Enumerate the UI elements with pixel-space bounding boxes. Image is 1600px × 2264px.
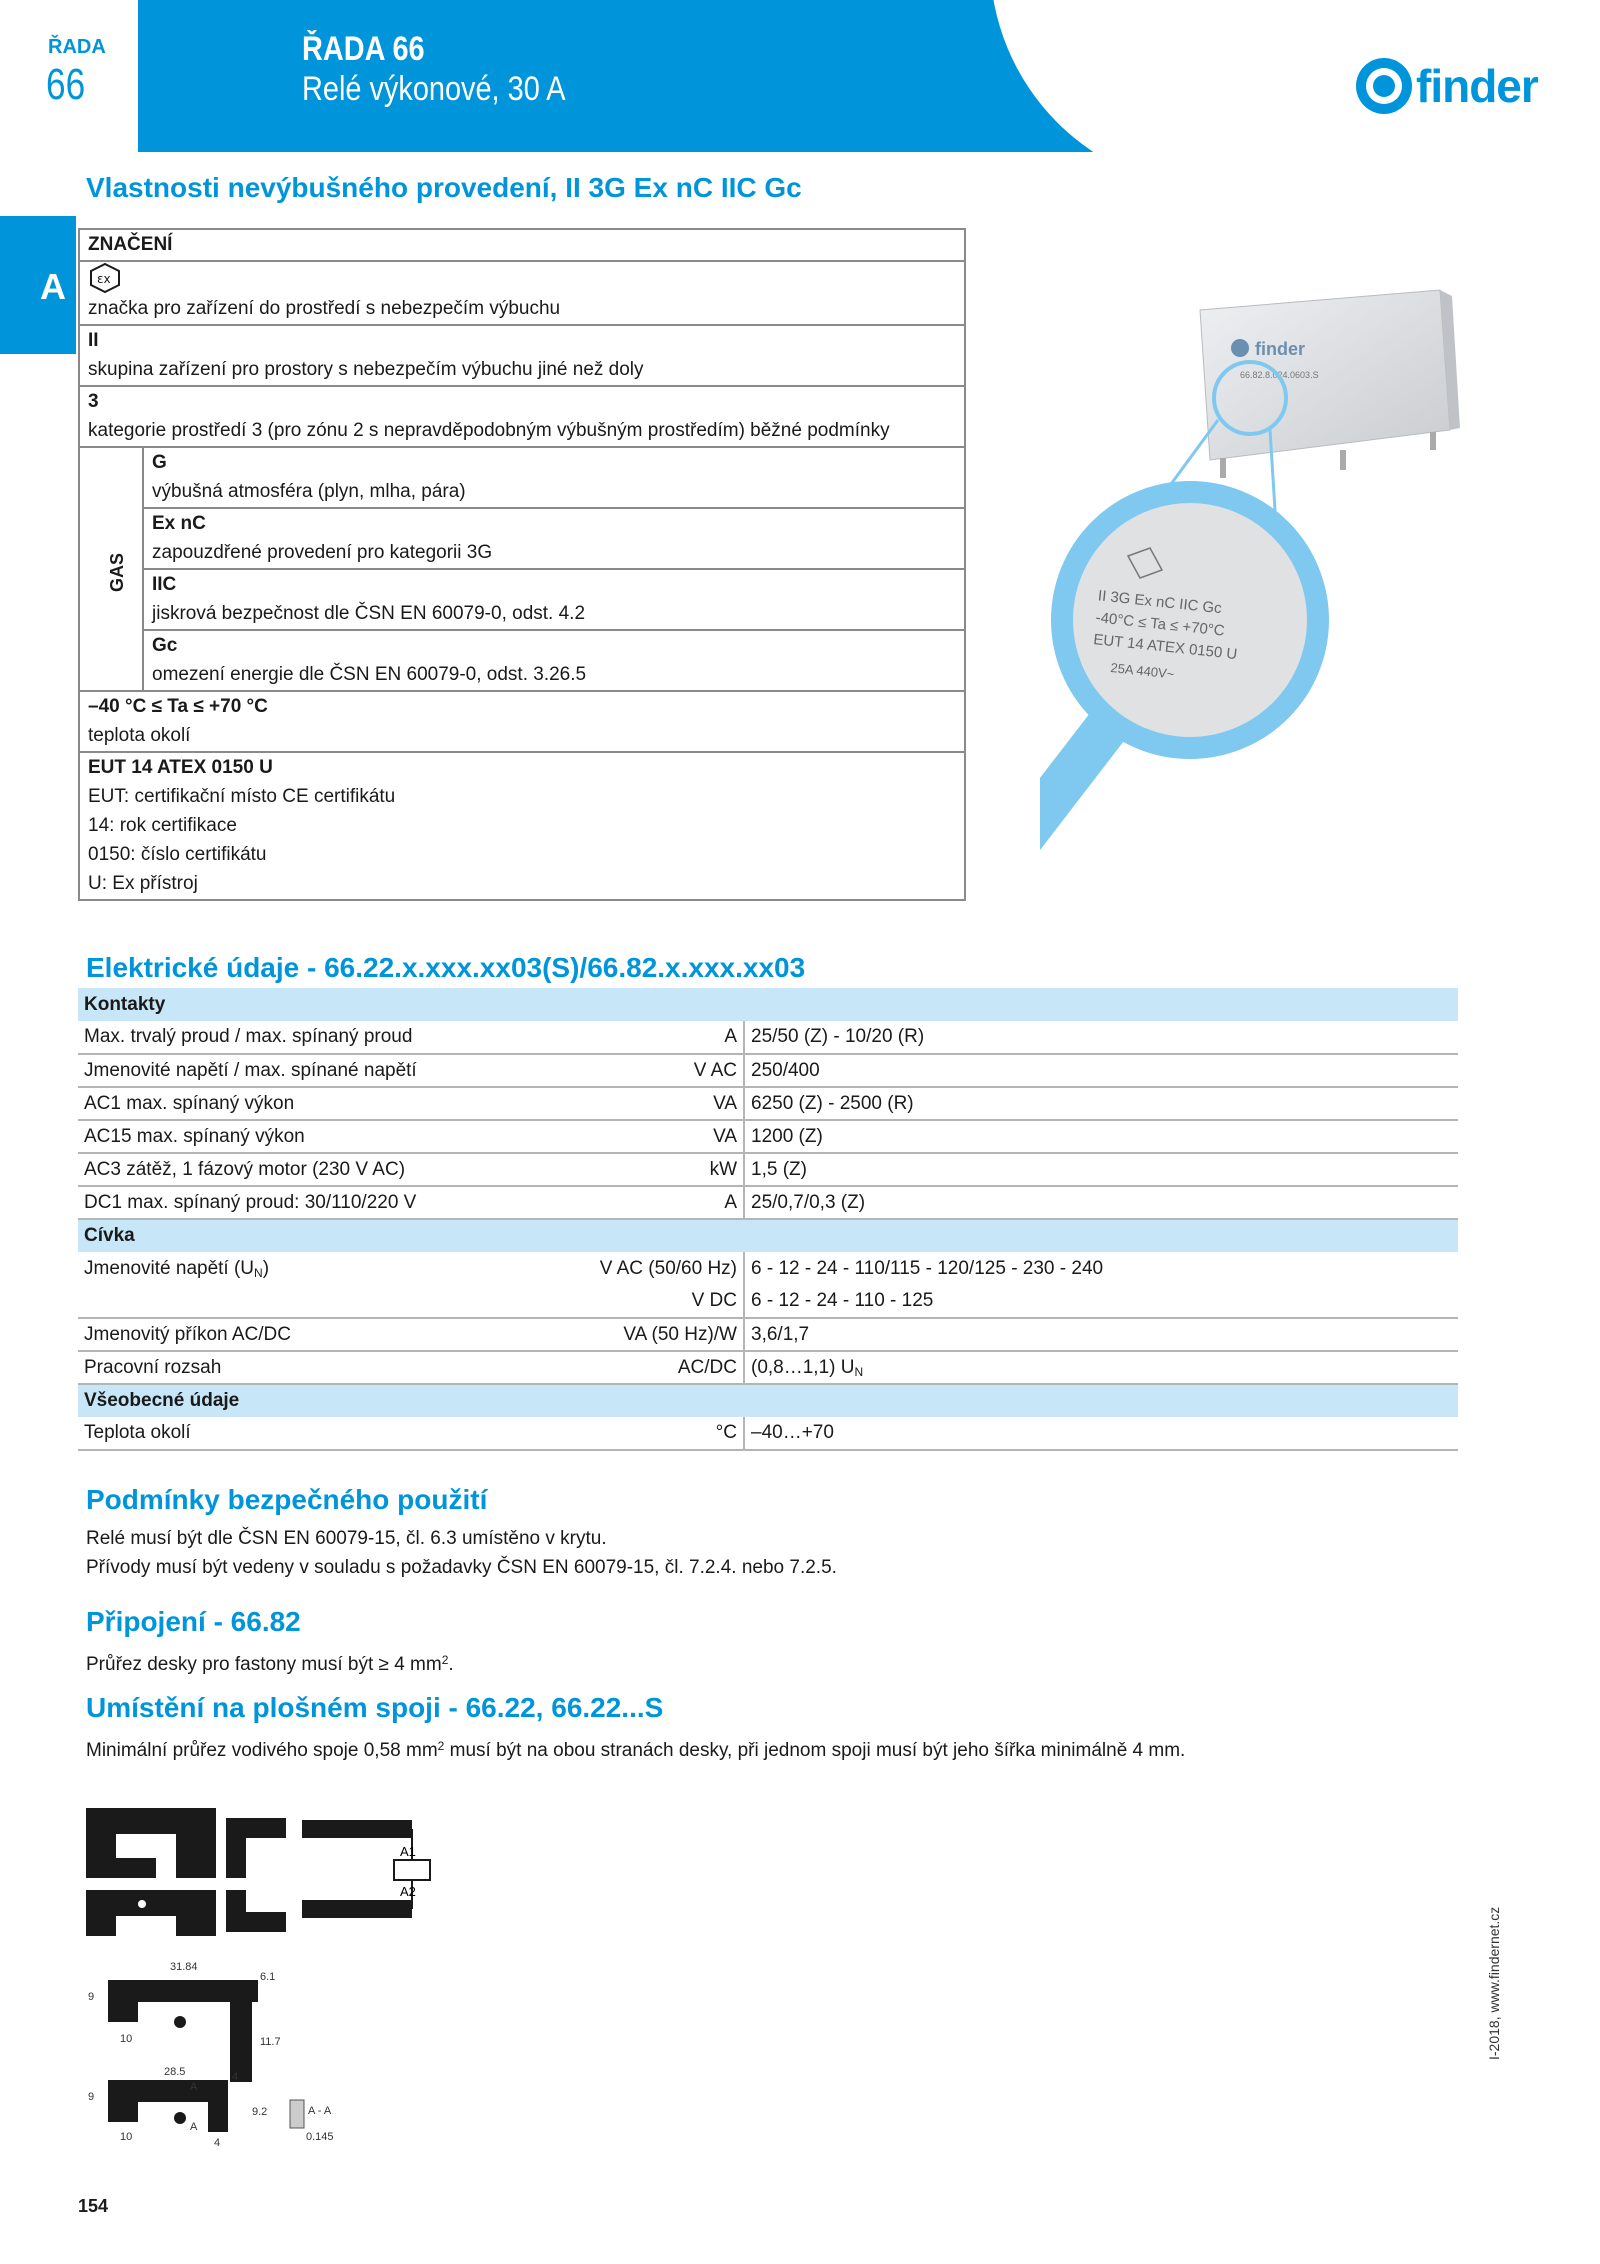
group-code: II	[88, 330, 99, 351]
table-section-row	[78, 988, 1458, 1021]
param-unit: VA	[538, 1087, 744, 1120]
gas-row	[144, 448, 964, 507]
connection-end: .	[448, 1654, 454, 1675]
param-unit: °C	[538, 1417, 744, 1450]
param-name-sub: N	[254, 1265, 263, 1280]
side-note: I-2018, www.findernet.cz	[1486, 1906, 1502, 2060]
section-label: Kontakty	[78, 988, 538, 1021]
finder-logo	[1356, 58, 1538, 114]
pcb-line	[86, 1732, 1185, 1765]
gas-block	[80, 446, 964, 690]
marking-heading: Vlastnosti nevýbušného provedení, II 3G Ex nC IIC Gc	[86, 172, 802, 203]
gas-row	[144, 507, 964, 568]
dim-label: 9.2	[252, 2106, 268, 2118]
param-name: Jmenovité napětí / max. spínané napětí	[78, 1054, 538, 1087]
param-name: Max. trvalý proud / max. spínaný proud	[78, 1021, 538, 1054]
section-label: Všeobecné údaje	[78, 1384, 538, 1417]
param-value: 25/50 (Z) - 10/20 (R)	[744, 1021, 1458, 1054]
relay-brand: finder	[1255, 339, 1306, 359]
param-value: 6 - 12 - 24 - 110 - 125	[744, 1285, 1458, 1318]
param-name	[78, 1252, 538, 1285]
gas-code: IIC	[152, 574, 177, 595]
dim-label: A	[190, 2081, 198, 2093]
coil-wiring-diagram	[300, 1800, 470, 1940]
group-desc: skupina zařízení pro prostory s nebezpečím výbuchu jiné než doly	[88, 359, 644, 380]
param-name: AC15 max. spínaný výkon	[78, 1120, 538, 1153]
certificate-code: EUT 14 ATEX 0150 U	[88, 757, 273, 778]
certificate-row	[80, 751, 964, 899]
pcb-sup: 2	[437, 1739, 445, 1753]
ex-hexagon-icon	[88, 262, 122, 294]
gas-desc: výbušná atmosféra (plyn, mlha, pára)	[152, 481, 466, 502]
category-row	[80, 385, 964, 446]
param-value: 1200 (Z)	[744, 1120, 1458, 1153]
electrical-table	[78, 988, 1458, 1451]
param-unit: A	[538, 1021, 744, 1054]
dim-label: 9	[88, 1991, 95, 2003]
dim-label: 4	[232, 2071, 239, 2083]
gas-side	[80, 448, 144, 690]
table-row	[78, 1252, 1458, 1285]
gas-row	[144, 568, 964, 629]
table-row	[78, 1318, 1458, 1351]
magnifier-icon	[1040, 492, 1318, 840]
table-row	[78, 1153, 1458, 1186]
param-value: 25/0,7/0,3 (Z)	[744, 1186, 1458, 1219]
dim-label: 10	[120, 2131, 133, 2143]
param-unit: VA	[538, 1120, 744, 1153]
gas-label: GAS	[107, 552, 128, 593]
relay-body	[1200, 290, 1460, 478]
temperature-desc: teplota okolí	[88, 725, 191, 746]
dim-label: 9	[88, 2091, 95, 2103]
param-value: –40…+70	[744, 1417, 1458, 1450]
table-row	[78, 1087, 1458, 1120]
param-name: Teplota okolí	[78, 1417, 538, 1450]
param-value: 6250 (Z) - 2500 (R)	[744, 1087, 1458, 1120]
dim-label: A - A	[308, 2105, 332, 2117]
zoom-line-text: II 3G Ex nC IIC Gc	[1097, 587, 1223, 618]
section-letter: A	[40, 266, 66, 307]
pcb-heading: Umístění na plošném spoji - 66.22, 66.22...S	[86, 1692, 664, 1723]
table-row	[78, 1120, 1458, 1153]
table-row	[78, 1054, 1458, 1087]
param-name-text: Jmenovité napětí (U	[84, 1257, 255, 1279]
marking-table	[78, 228, 966, 901]
ex-desc: značka pro zařízení do prostředí s nebezpečím výbuchu	[88, 298, 561, 319]
param-name: Jmenovitý příkon AC/DC	[78, 1318, 538, 1351]
gas-desc: zapouzdřené provedení pro kategorii 3G	[152, 542, 493, 563]
param-name: AC1 max. spínaný výkon	[78, 1087, 538, 1120]
safe-use-line: Přívody musí být vedeny v souladu s požadavky ČSN EN 60079-15, čl. 7.2.4. nebo 7.2.5.	[86, 1557, 837, 1578]
certificate-line: EUT: certifikační místo CE certifikátu	[88, 786, 396, 807]
dim-label: 11.7	[260, 2036, 281, 2048]
certificate-line: 0150: číslo certifikátu	[88, 844, 267, 865]
header-subtitle: Relé výkonové, 30 A	[302, 70, 566, 108]
param-unit: AC/DC	[538, 1351, 744, 1384]
coil-symbol	[394, 1860, 430, 1880]
coil-label-a2: A2	[400, 1884, 416, 1899]
relay-logo-icon	[1231, 339, 1249, 357]
param-name: DC1 max. spínaný proud: 30/110/220 V	[78, 1186, 538, 1219]
marking-label: ZNAČENÍ	[88, 234, 173, 255]
table-section-row	[78, 1384, 1458, 1417]
param-unit: kW	[538, 1153, 744, 1186]
table-row	[78, 1417, 1458, 1450]
pcb-dimension-diagram	[80, 1950, 380, 2150]
table-row	[78, 1186, 1458, 1219]
finder-logo-icon	[1356, 58, 1412, 114]
zoom-line-text: EUT 14 ATEX 0150 U	[1092, 631, 1239, 664]
series-number: 66	[46, 60, 86, 109]
header-title: ŘADA 66	[302, 30, 425, 68]
temperature-row	[80, 690, 964, 751]
connection-line	[86, 1646, 454, 1679]
param-name: Pracovní rozsah	[78, 1351, 538, 1384]
ex-row	[80, 260, 964, 324]
param-unit: A	[538, 1186, 744, 1219]
safe-use-heading: Podmínky bezpečného použití	[86, 1484, 488, 1515]
certificate-line: 14: rok certifikace	[88, 815, 237, 836]
certificate-line: U: Ex přístroj	[88, 873, 198, 894]
pcb-text: Minimální průřez vodivého spoje 0,58 mm	[86, 1740, 438, 1761]
marking-label-row	[80, 230, 964, 260]
dim-label: 4	[214, 2137, 221, 2149]
series-tab	[0, 0, 138, 152]
group-row	[80, 324, 964, 385]
dim-label: 10	[120, 2033, 133, 2045]
param-name: AC3 zátěž, 1 fázový motor (230 V AC)	[78, 1153, 538, 1186]
table-row	[78, 1021, 1458, 1054]
connection-text: Průřez desky pro fastony musí být ≥ 4 mm	[86, 1654, 442, 1675]
electrical-heading: Elektrické údaje - 66.22.x.xxx.xx03(S)/66.82.x.xxx.xx03	[86, 952, 806, 983]
dim-label: A	[190, 2121, 198, 2133]
coil-label-a1: A1	[400, 1844, 416, 1859]
param-value: 1,5 (Z)	[744, 1153, 1458, 1186]
gas-desc: jiskrová bezpečnost dle ČSN EN 60079-0, odst. 4.2	[152, 603, 586, 624]
gas-row	[144, 629, 964, 690]
safe-use-line: Relé musí být dle ČSN EN 60079-15, čl. 6.3 umístěno v krytu.	[86, 1528, 607, 1549]
header-band	[138, 0, 1600, 152]
connection-heading: Připojení - 66.82	[86, 1606, 301, 1637]
category-desc: kategorie prostředí 3 (pro zónu 2 s nepravděpodobným výbušným prostředím) běžné podmínky	[88, 420, 890, 441]
connection-sup: 2	[441, 1653, 449, 1667]
gas-code: Ex nC	[152, 513, 206, 534]
param-unit: V DC	[538, 1285, 744, 1318]
zoom-line-text: -40°C ≤ Ta ≤ +70°C	[1094, 609, 1226, 640]
series-label: ŘADA	[48, 36, 106, 58]
gas-code: Gc	[152, 635, 178, 656]
table-section-row	[78, 1219, 1458, 1252]
gas-desc: omezení energie dle ČSN EN 60079-0, odst. 3.26.5	[152, 664, 587, 685]
param-value: 250/400	[744, 1054, 1458, 1087]
param-value	[744, 1351, 1458, 1384]
page-number: 154	[78, 2196, 109, 2216]
gas-code: G	[152, 452, 167, 473]
param-value: 6 - 12 - 24 - 110/115 - 120/125 - 230 - 240	[751, 1257, 1104, 1279]
param-unit: V AC (50/60 Hz)	[538, 1252, 744, 1285]
category-code: 3	[88, 391, 99, 412]
table-row	[78, 1285, 1458, 1318]
param-value: 3,6/1,7	[744, 1318, 1458, 1351]
param-value-sub: N	[854, 1364, 864, 1379]
pcb-text-end: musí být na obou stranách desky, při jednom spoji musí být jeho šířka minimálně 4 mm.	[444, 1740, 1186, 1761]
dim-label: 6.1	[260, 1971, 276, 1983]
param-name-close: )	[262, 1257, 270, 1279]
zoom-line-text: 25A 440V~	[1109, 660, 1176, 682]
dim-label: 28.5	[164, 2066, 186, 2078]
finder-logo-text: finder	[1416, 60, 1538, 112]
temperature-code: –40 °C ≤ Ta ≤ +70 °C	[88, 696, 268, 717]
section-label: Cívka	[78, 1219, 538, 1252]
param-value-text: (0,8…1,1) U	[751, 1356, 855, 1378]
relay-code: 66.82.8.024.0603.S	[1240, 370, 1319, 380]
param-unit: V AC	[538, 1054, 744, 1087]
param-unit: VA (50 Hz)/W	[538, 1318, 744, 1351]
svg-text:εx: εx	[97, 272, 111, 286]
relay-photo	[1040, 280, 1480, 860]
gas-rows	[144, 448, 964, 690]
dim-label: 31.84	[170, 1961, 198, 1973]
dim-label: 0.145	[306, 2131, 334, 2143]
table-row	[78, 1351, 1458, 1384]
